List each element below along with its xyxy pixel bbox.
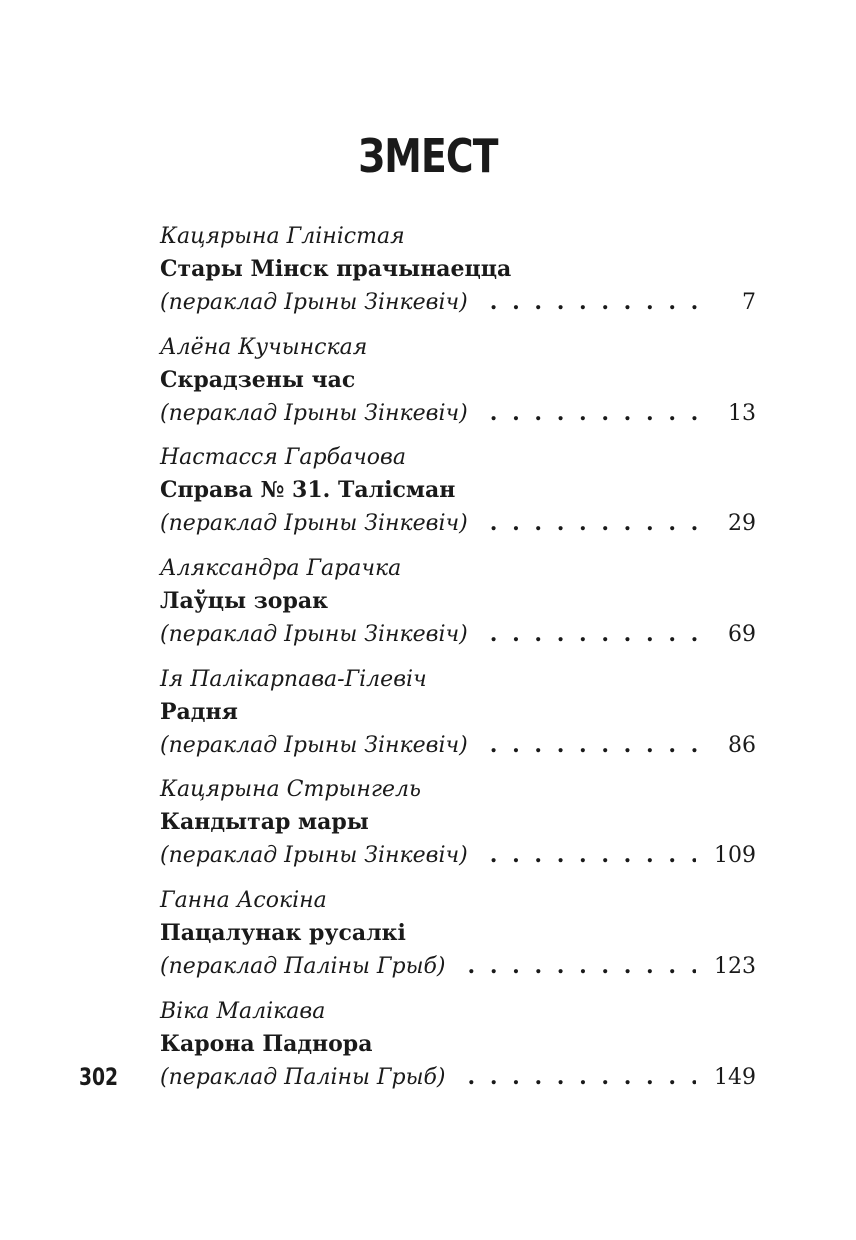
entry-title[interactable]: Стары Мiнск прачынаецца — [160, 256, 512, 282]
table-of-contents — [160, 218, 756, 1104]
entry-translator: (пераклад Ірыны Зiнкевiч) — [160, 400, 468, 426]
dot-leader — [490, 287, 704, 317]
entry-title[interactable]: Пацалунак русалкi — [160, 920, 406, 947]
toc-entry[interactable] — [160, 218, 756, 329]
toc-entry[interactable] — [160, 882, 756, 993]
entry-page-number[interactable]: 13 — [728, 400, 756, 426]
entry-translator-line — [160, 1062, 756, 1093]
entry-author: Вiка Малiкава — [160, 998, 326, 1024]
entry-page-number[interactable]: 69 — [728, 622, 756, 648]
dot-leader — [490, 619, 704, 649]
dot-leader — [490, 840, 696, 870]
entry-title[interactable]: Лаўцы зорак — [160, 588, 328, 615]
dot-leader — [490, 398, 704, 428]
entry-translator: (пераклад Ірыны Зiнкевiч) — [160, 843, 468, 869]
entry-translator: (пераклад Ірыны Зiнкевiч) — [160, 511, 468, 537]
entry-translator: (пераклад Палiны Грыб) — [160, 1064, 446, 1090]
entry-translator: (пераклад Палiны Грыб) — [160, 954, 446, 980]
dot-leader — [490, 508, 704, 538]
entry-translator-line — [160, 398, 756, 429]
entry-page-number[interactable]: 109 — [714, 843, 756, 869]
entry-page-number[interactable]: 7 — [742, 290, 756, 315]
toc-entry[interactable] — [160, 771, 756, 882]
dot-leader — [490, 730, 704, 760]
entry-author: Кацярына Глiнiстая — [160, 224, 405, 249]
entry-title[interactable]: Справа № 31. Талiсман — [160, 477, 456, 504]
entry-title[interactable]: Карона Паднора — [160, 1030, 373, 1057]
entry-translator-line — [160, 508, 756, 539]
entry-translator-line — [160, 840, 756, 871]
entry-author: Ганна Асокiна — [160, 888, 327, 914]
entry-translator: (пераклад Ірыны Зiнкевiч) — [160, 732, 468, 758]
entry-translator-line — [160, 619, 756, 650]
entry-author: Аляксандра Гарачка — [160, 556, 402, 582]
entry-translator-line — [160, 287, 756, 318]
entry-translator-line — [160, 730, 756, 761]
entry-translator-line — [160, 951, 756, 982]
entry-page-number[interactable]: 29 — [728, 511, 756, 537]
dot-leader — [468, 951, 697, 981]
entry-page-number[interactable]: 149 — [714, 1064, 756, 1090]
entry-page-number[interactable]: 123 — [714, 954, 756, 980]
toc-entry[interactable] — [160, 661, 756, 772]
entry-title[interactable]: Кандытар мары — [160, 809, 369, 836]
toc-entry[interactable] — [160, 439, 756, 550]
toc-entry[interactable] — [160, 329, 756, 440]
entry-author: Алёна Кучынская — [160, 334, 368, 360]
toc-entry[interactable] — [160, 550, 756, 661]
entry-author: Настасся Гарбачова — [160, 445, 406, 471]
page-title: ЗМЕСТ — [358, 129, 498, 183]
dot-leader — [468, 1062, 697, 1092]
entry-page-number[interactable]: 86 — [728, 732, 756, 758]
entry-translator: (пераклад Ірыны Зiнкевiч) — [160, 622, 468, 648]
entry-author: Ія Палiкарпава-Гiлевiч — [160, 666, 427, 692]
page-folio-number: 302 — [79, 1063, 119, 1091]
entry-translator: (пераклад Ірыны Зiнкевiч) — [160, 290, 468, 315]
entry-author: Кацярына Стрынгель — [160, 777, 421, 803]
toc-entry[interactable] — [160, 993, 756, 1104]
entry-title[interactable]: Радня — [160, 698, 238, 725]
entry-title[interactable]: Скрадзены час — [160, 366, 356, 393]
